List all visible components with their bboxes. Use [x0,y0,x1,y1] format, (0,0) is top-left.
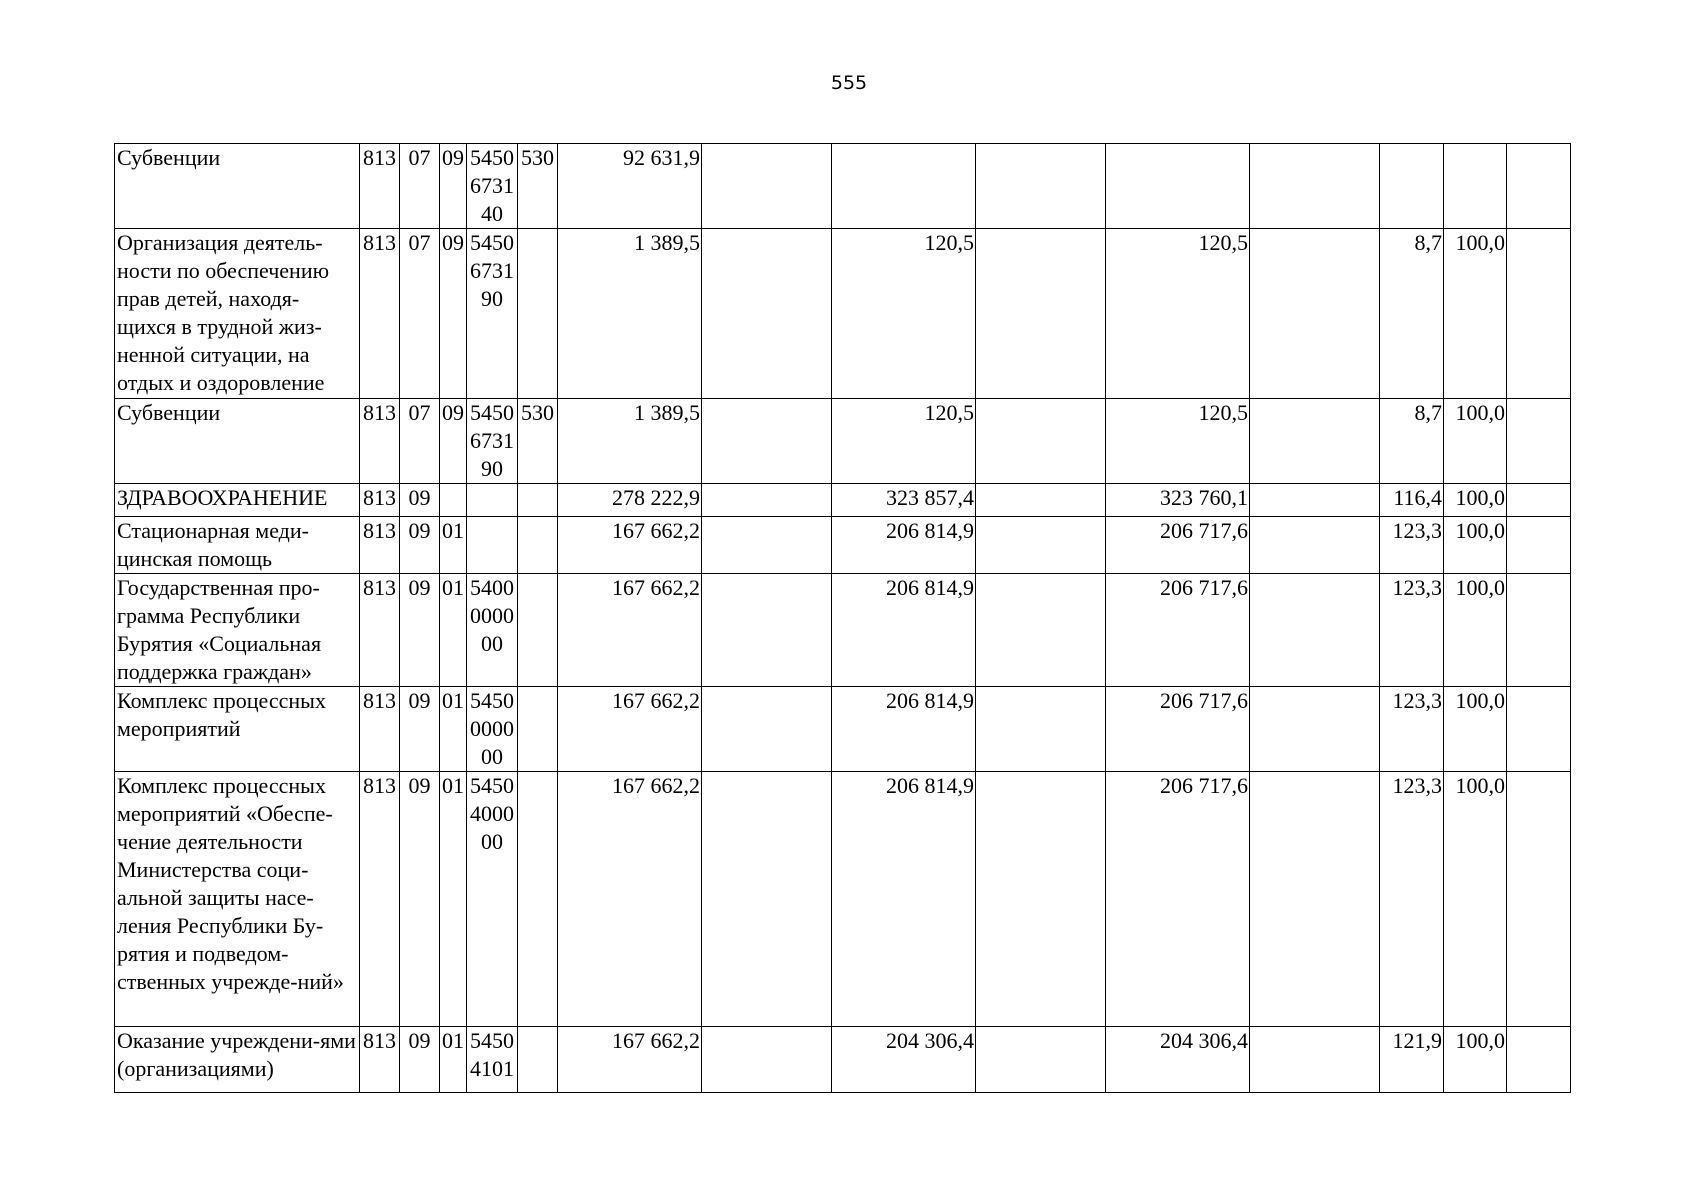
percent-1: 123,3 [1380,772,1444,1027]
table-row [115,687,1571,772]
percent-2 [1444,144,1507,229]
amount-2 [832,144,976,229]
amount-2: 206 814,9 [832,687,976,772]
amount-1: 167 662,2 [558,517,702,574]
empty-cell [976,399,1106,484]
expense-type-code: 530 [518,144,558,229]
empty-cell [1507,484,1571,517]
amount-2: 206 814,9 [832,772,976,1027]
percent-2: 100,0 [1444,517,1507,574]
empty-cell [1250,574,1380,687]
target-article-part: 4000 [470,801,514,826]
amount-1: 167 662,2 [558,1027,702,1093]
section-code: 07 [400,229,440,399]
amount-1: 167 662,2 [558,772,702,1027]
target-article-part: 00 [481,744,503,769]
amount-1: 1 389,5 [558,229,702,399]
expense-type-code [518,484,558,517]
grbs-code: 813 [360,574,400,687]
target-article-part: 00 [481,829,503,854]
section-code: 09 [400,574,440,687]
row-name: Субвенции [115,399,360,484]
percent-1: 123,3 [1380,574,1444,687]
subsection-code: 01 [440,574,467,687]
amount-3: 120,5 [1106,399,1250,484]
amount-2: 323 857,4 [832,484,976,517]
subsection-code: 09 [440,229,467,399]
amount-1: 278 222,9 [558,484,702,517]
empty-cell [1507,574,1571,687]
table-row [115,229,1571,399]
percent-2: 100,0 [1444,1027,1507,1093]
empty-cell [1250,229,1380,399]
empty-cell [976,144,1106,229]
target-article-code [467,517,518,574]
empty-cell [1507,772,1571,1027]
empty-cell [1250,484,1380,517]
percent-1 [1380,144,1444,229]
row-name: Государственная про-грамма Республики Бурятия «Социальная поддержка граждан» [115,574,360,687]
amount-3 [1106,144,1250,229]
subsection-code: 01 [440,772,467,1027]
expense-type-code: 530 [518,399,558,484]
percent-1: 123,3 [1380,517,1444,574]
target-article-code [467,399,518,484]
table-row [115,574,1571,687]
subsection-code: 09 [440,399,467,484]
expense-type-code [518,687,558,772]
percent-1: 8,7 [1380,399,1444,484]
percent-2: 100,0 [1444,574,1507,687]
section-code: 09 [400,517,440,574]
empty-cell [702,574,832,687]
amount-1: 1 389,5 [558,399,702,484]
empty-cell [702,1027,832,1093]
amount-3: 323 760,1 [1106,484,1250,517]
empty-cell [976,772,1106,1027]
target-article-part: 4101 [470,1056,514,1081]
target-article-part: 5450 [470,145,514,170]
target-article-code [467,1027,518,1093]
target-article-code [467,484,518,517]
grbs-code: 813 [360,772,400,1027]
row-name: Оказание учреждени-ями (организациями) [115,1027,360,1093]
amount-3: 206 717,6 [1106,772,1250,1027]
amount-1: 92 631,9 [558,144,702,229]
empty-cell [702,399,832,484]
target-article-part: 90 [481,456,503,481]
row-name: Субвенции [115,144,360,229]
budget-table [114,143,1571,1093]
grbs-code: 813 [360,144,400,229]
table-row [115,144,1571,229]
target-article-part: 6731 [470,428,514,453]
percent-1: 8,7 [1380,229,1444,399]
percent-2: 100,0 [1444,687,1507,772]
row-name: Комплекс процессных мероприятий «Обеспе-чение деятельности Министерства соци-альной защиты насе-ления Республики Бу-рятия и подведом-ственных учрежде-ний» [115,772,360,1027]
expense-type-code [518,517,558,574]
target-article-part: 6731 [470,258,514,283]
empty-cell [1507,144,1571,229]
empty-cell [976,1027,1106,1093]
empty-cell [702,687,832,772]
empty-cell [976,574,1106,687]
empty-cell [976,484,1106,517]
target-article-part: 5450 [470,1028,514,1053]
target-article-part: 5450 [470,773,514,798]
amount-2: 204 306,4 [832,1027,976,1093]
grbs-code: 813 [360,517,400,574]
target-article-part: 5450 [470,230,514,255]
table-body [115,144,1571,1093]
amount-2: 206 814,9 [832,517,976,574]
grbs-code: 813 [360,1027,400,1093]
target-article-part: 90 [481,286,503,311]
section-code: 09 [400,1027,440,1093]
empty-cell [702,144,832,229]
table-row [115,772,1571,1027]
empty-cell [976,517,1106,574]
empty-cell [1250,772,1380,1027]
target-article-code [467,772,518,1027]
target-article-code [467,144,518,229]
empty-cell [1250,1027,1380,1093]
amount-2: 120,5 [832,229,976,399]
row-name: Комплекс процессных мероприятий [115,687,360,772]
target-article-code [467,574,518,687]
percent-2: 100,0 [1444,229,1507,399]
section-code: 09 [400,484,440,517]
amount-3: 206 717,6 [1106,687,1250,772]
target-article-part: 5400 [470,575,514,600]
target-article-part: 0000 [470,716,514,741]
table-row [115,1027,1571,1093]
section-code: 07 [400,399,440,484]
table-row [115,399,1571,484]
empty-cell [1507,1027,1571,1093]
subsection-code: 01 [440,1027,467,1093]
subsection-code: 01 [440,687,467,772]
amount-1: 167 662,2 [558,574,702,687]
grbs-code: 813 [360,687,400,772]
target-article-part: 00 [481,631,503,656]
empty-cell [702,229,832,399]
amount-3: 120,5 [1106,229,1250,399]
expense-type-code [518,574,558,687]
section-code: 09 [400,687,440,772]
target-article-part: 5450 [470,688,514,713]
section-code: 07 [400,144,440,229]
amount-3: 206 717,6 [1106,574,1250,687]
grbs-code: 813 [360,399,400,484]
amount-2: 120,5 [832,399,976,484]
amount-3: 206 717,6 [1106,517,1250,574]
target-article-part: 40 [481,201,503,226]
table-row [115,484,1571,517]
row-name: ЗДРАВООХРАНЕНИЕ [115,484,360,517]
empty-cell [702,484,832,517]
page-number: 555 [830,72,868,94]
empty-cell [976,229,1106,399]
empty-cell [1507,399,1571,484]
empty-cell [702,772,832,1027]
percent-1: 123,3 [1380,687,1444,772]
empty-cell [976,687,1106,772]
subsection-code: 09 [440,144,467,229]
row-name: Стационарная меди-цинская помощь [115,517,360,574]
empty-cell [1507,687,1571,772]
grbs-code: 813 [360,229,400,399]
amount-3: 204 306,4 [1106,1027,1250,1093]
target-article-part: 0000 [470,603,514,628]
table-row [115,517,1571,574]
empty-cell [1507,229,1571,399]
percent-1: 121,9 [1380,1027,1444,1093]
percent-1: 116,4 [1380,484,1444,517]
grbs-code: 813 [360,484,400,517]
empty-cell [1250,687,1380,772]
subsection-code: 01 [440,517,467,574]
row-name: Организация деятель-ности по обеспечению прав детей, находя-щихся в трудной жиз-ненной ситуации, на отдых и оздоровление [115,229,360,399]
expense-type-code [518,1027,558,1093]
subsection-code [440,484,467,517]
percent-2: 100,0 [1444,484,1507,517]
target-article-part: 5450 [470,400,514,425]
target-article-code [467,229,518,399]
percent-2: 100,0 [1444,772,1507,1027]
percent-2: 100,0 [1444,399,1507,484]
empty-cell [702,517,832,574]
target-article-code [467,687,518,772]
amount-1: 167 662,2 [558,687,702,772]
empty-cell [1507,517,1571,574]
expense-type-code [518,772,558,1027]
target-article-part: 6731 [470,173,514,198]
expense-type-code [518,229,558,399]
empty-cell [1250,144,1380,229]
section-code: 09 [400,772,440,1027]
empty-cell [1250,399,1380,484]
amount-2: 206 814,9 [832,574,976,687]
empty-cell [1250,517,1380,574]
